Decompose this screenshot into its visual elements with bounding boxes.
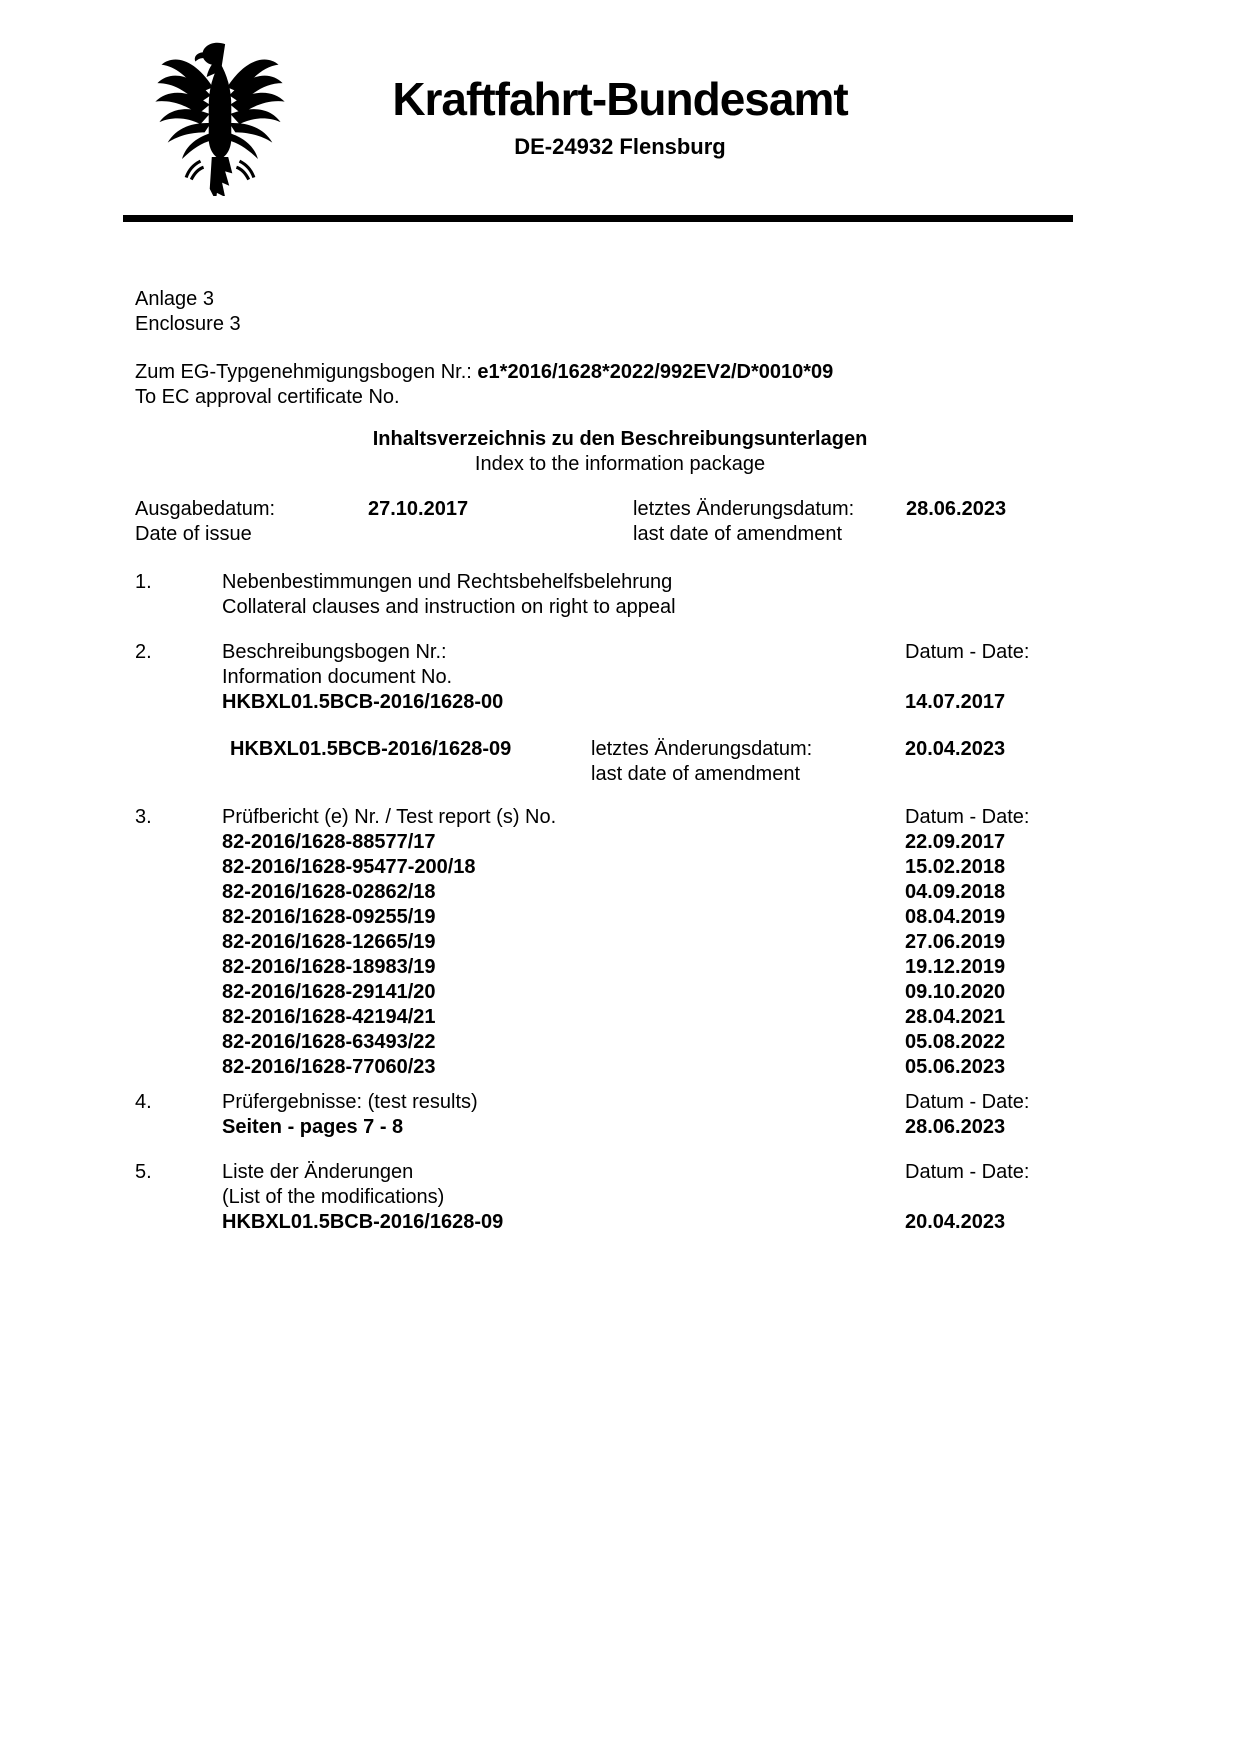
- test-report-number: 82-2016/1628-09255/19: [222, 906, 436, 928]
- section-5-number: 5.: [135, 1161, 152, 1183]
- amendment-label-en: last date of amendment: [591, 763, 801, 785]
- section-3: [135, 805, 1105, 1080]
- section-1-line-en: Collateral clauses and instruction on right to appeal: [222, 596, 676, 618]
- section-5: [135, 1160, 1105, 1235]
- header-divider: [123, 215, 1073, 222]
- section-2-label-de: Beschreibungsbogen Nr.:: [222, 641, 447, 663]
- amendment-date-label-en: last date of amendment: [633, 523, 843, 545]
- test-report-date: 27.06.2019: [905, 931, 1006, 953]
- test-report-date: 08.04.2019: [905, 906, 1006, 928]
- section-5-label-de: Liste der Änderungen: [222, 1161, 414, 1183]
- test-report-date: 22.09.2017: [905, 831, 1006, 853]
- amendment-date-label-de: letztes Änderungsdatum:: [633, 498, 855, 520]
- info-document-number-amended: HKBXL01.5BCB-2016/1628-09: [230, 738, 512, 760]
- test-report-date: 09.10.2020: [905, 981, 1006, 1003]
- test-report-number: 82-2016/1628-63493/22: [222, 1031, 436, 1053]
- test-report-date: 15.02.2018: [905, 856, 1006, 878]
- section-2-label-en: Information document No.: [222, 666, 453, 688]
- approval-ref-label-en: To EC approval certificate No.: [135, 386, 400, 408]
- issue-date-block: [135, 497, 1105, 547]
- issue-date-value: 27.10.2017: [368, 498, 469, 520]
- annex-label-en: Enclosure 3: [135, 313, 241, 335]
- test-report-row: [222, 905, 1105, 930]
- modifications-document-number: HKBXL01.5BCB-2016/1628-09: [222, 1211, 504, 1233]
- issue-date-label-en: Date of issue: [135, 523, 252, 545]
- approval-ref-label-de: Zum EG-Typgenehmigungsbogen Nr.:: [135, 361, 472, 383]
- test-report-date: 28.04.2021: [905, 1006, 1006, 1028]
- test-report-number: 82-2016/1628-12665/19: [222, 931, 436, 953]
- agency-name: Kraftfahrt-Bundesamt: [392, 73, 848, 125]
- agency-location: DE-24932 Flensburg: [514, 134, 726, 159]
- approval-ref-line: [135, 360, 1105, 385]
- approval-ref-block: [135, 360, 1105, 410]
- section-1-number: 1.: [135, 571, 152, 593]
- test-report-number: 82-2016/1628-02862/18: [222, 881, 436, 903]
- test-report-row: [222, 1055, 1105, 1080]
- test-report-number: 82-2016/1628-18983/19: [222, 956, 436, 978]
- section-2-number: 2.: [135, 641, 152, 663]
- test-report-row: [222, 930, 1105, 955]
- test-report-number: 82-2016/1628-95477-200/18: [222, 856, 476, 878]
- section-5-label-en: (List of the modifications): [222, 1186, 445, 1208]
- section-4-label: Prüfergebnisse: (test results): [222, 1091, 478, 1113]
- section-3-number: 3.: [135, 806, 152, 828]
- test-report-row: [222, 855, 1105, 880]
- amendment-date-value: 28.06.2023: [906, 498, 1007, 520]
- section-4-number: 4.: [135, 1091, 152, 1113]
- section-5-date-header: Datum - Date:: [905, 1161, 1030, 1183]
- issue-date-label-de: Ausgabedatum:: [135, 498, 276, 520]
- section-2-amendment: [135, 737, 1105, 787]
- test-report-number: 82-2016/1628-77060/23: [222, 1056, 436, 1078]
- info-document-number: HKBXL01.5BCB-2016/1628-00: [222, 691, 504, 713]
- amendment-label-de: letztes Änderungsdatum:: [591, 738, 813, 760]
- section-1: [135, 570, 1105, 620]
- document-body: [135, 287, 1105, 1235]
- test-report-row: [222, 1030, 1105, 1055]
- approval-ref-number: e1*2016/1628*2022/992EV2/D*0010*09: [477, 361, 834, 383]
- section-2-date-header: Datum - Date:: [905, 641, 1030, 663]
- test-report-date: 04.09.2018: [905, 881, 1006, 903]
- doc-title-en: Index to the information package: [474, 453, 766, 475]
- annex-block: [135, 287, 1105, 337]
- test-results-pages: Seiten - pages 7 - 8: [222, 1116, 404, 1138]
- section-3-label: Prüfbericht (e) Nr. / Test report (s) No.: [222, 806, 557, 828]
- section-3-date-header: Datum - Date:: [905, 806, 1030, 828]
- test-report-number: 82-2016/1628-29141/20: [222, 981, 436, 1003]
- section-1-line-de: Nebenbestimmungen und Rechtsbehelfsbelehrung: [222, 571, 673, 593]
- test-report-row: [222, 1005, 1105, 1030]
- test-report-row: [222, 955, 1105, 980]
- test-report-date: 05.08.2022: [905, 1031, 1006, 1053]
- modifications-date: 20.04.2023: [905, 1211, 1006, 1233]
- annex-label-de: Anlage 3: [135, 288, 214, 310]
- test-report-row: [222, 980, 1105, 1005]
- doc-title-block: [135, 427, 1105, 477]
- section-4-date-header: Datum - Date:: [905, 1091, 1030, 1113]
- doc-title-de: Inhaltsverzeichnis zu den Beschreibungsunterlagen: [372, 428, 868, 450]
- info-document-date: 14.07.2017: [905, 691, 1006, 713]
- section-4: [135, 1090, 1105, 1140]
- test-report-row: [222, 880, 1105, 905]
- test-report-number: 82-2016/1628-88577/17: [222, 831, 436, 853]
- amendment-date: 20.04.2023: [905, 738, 1006, 760]
- test-results-date: 28.06.2023: [905, 1116, 1006, 1138]
- section-2: [135, 640, 1105, 715]
- test-report-row: [222, 830, 1105, 855]
- test-report-date: 19.12.2019: [905, 956, 1006, 978]
- test-report-date: 05.06.2023: [905, 1056, 1006, 1078]
- test-report-number: 82-2016/1628-42194/21: [222, 1006, 436, 1028]
